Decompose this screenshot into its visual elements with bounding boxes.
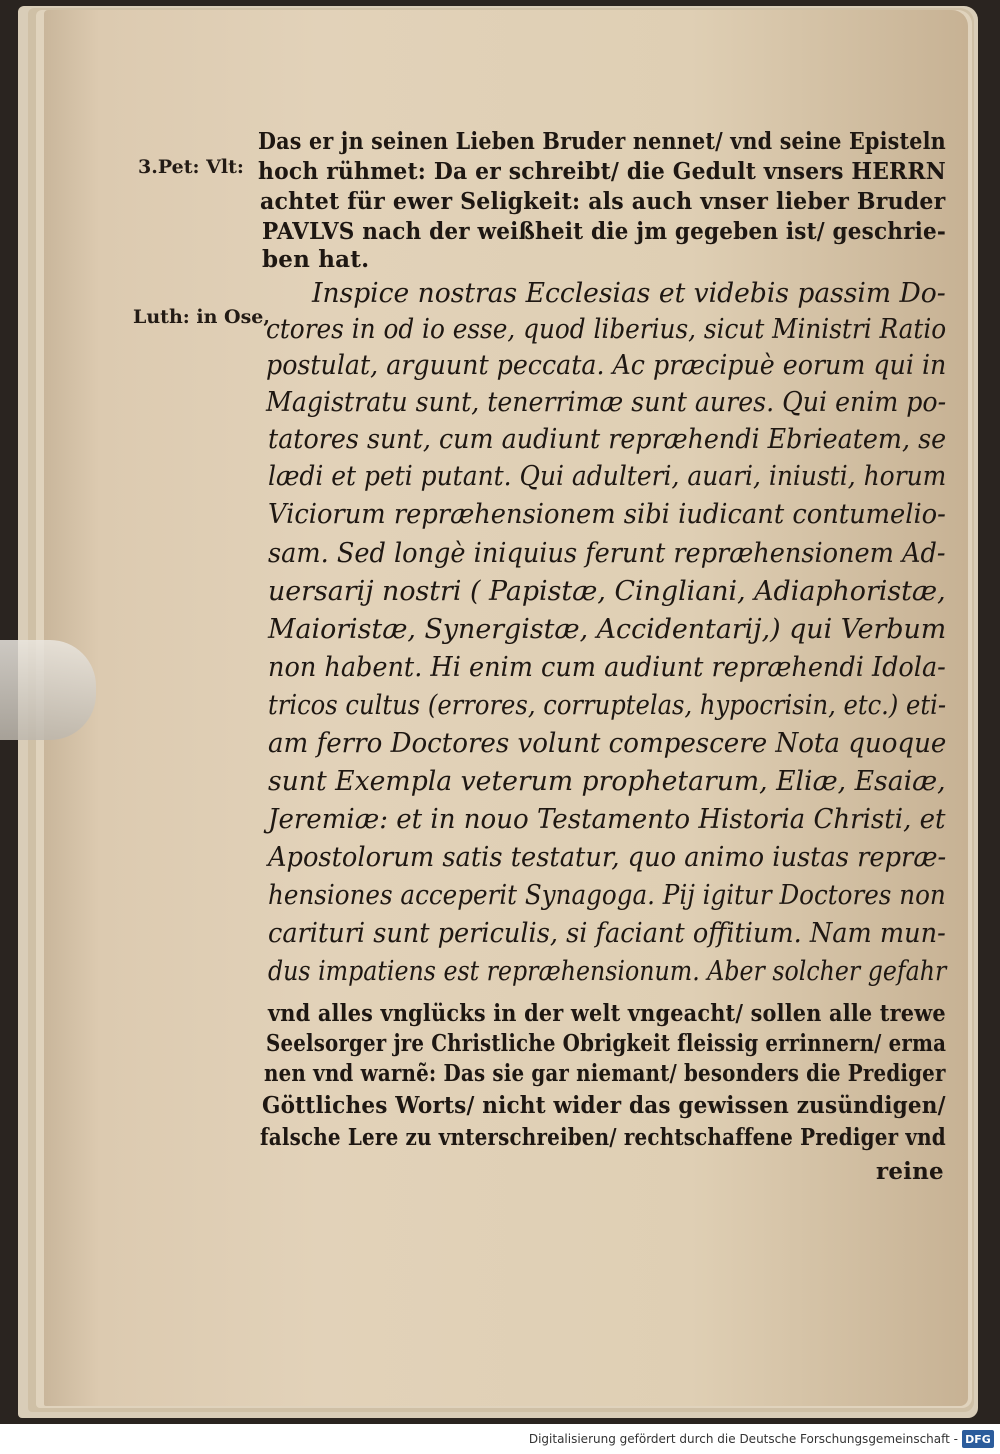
text-line: Jeremiæ: et in nouo Testamento Historia Christi, et (268, 804, 946, 835)
text-line: non habent. Hi enim cum audiunt repræhendi Idola- (268, 652, 946, 683)
text-line: Seelsorger jre Christliche Obrigkeit fleissig errinnern/ erma (266, 1030, 947, 1057)
text-line: am ferro Doctores volunt compescere Nota quoque (268, 728, 947, 759)
text-line: Apostolorum satis testatur, quo animo iustas repræ- (268, 842, 947, 873)
text-line: tatores sunt, cum audiunt repræhendi Ebrieatem, se (268, 424, 947, 455)
text-line: uersarij nostri ( Papistæ, Cingliani, Adiaphoristæ, (268, 576, 946, 607)
text-line: nen vnd warnẽ: Das sie gar niemant/ besonders die Prediger (264, 1060, 946, 1087)
text-line: Maioristæ, Synergistæ, Accidentarij,) qui Verbum (268, 614, 947, 645)
text-line: falsche Lere zu vnterschreiben/ rechtschaffene Prediger vnd (260, 1124, 946, 1151)
text-line: tricos cultus (errores, corruptelas, hypocrisin, etc.) eti- (268, 690, 947, 721)
text-line: sam. Sed longè iniquius ferunt repræhensionem Ad- (268, 538, 946, 569)
text-line: ben hat. (262, 246, 370, 273)
text-line: hensiones acceperit Synagoga. Pij igitur Doctores non (268, 880, 946, 911)
text-line: carituri sunt periculis, si faciant offitium. Nam mun- (268, 918, 946, 949)
text-line: ctores in od io esse, quod liberius, sicut Ministri Ratio (266, 314, 947, 345)
text-line: vnd alles vnglücks in der welt vngeacht/ sollen alle trewe (268, 1000, 946, 1027)
text-line: Inspice nostras Ecclesias et videbis passim Do- (312, 278, 946, 309)
margin-note: 3.Pet: Vlt: (138, 156, 244, 178)
text-line: postulat, arguunt peccata. Ac præcipuè eorum qui in (266, 350, 947, 381)
text-line: dus impatiens est repræhensionum. Aber solcher gefahr (268, 956, 947, 987)
text-line: Göttliches Worts/ nicht wider das gewissen zusündigen/ (262, 1092, 946, 1119)
footer-bar (0, 1424, 1000, 1454)
dfg-logo: DFG (962, 1430, 994, 1448)
footer-credit: Digitalisierung gefördert durch die Deutsche Forschungsgemeinschaft - (528, 1432, 958, 1446)
text-line: Das er jn seinen Lieben Bruder nennet/ vnd seine Episteln (258, 128, 946, 155)
margin-note: Luth: in Ose, (133, 306, 270, 328)
text-line: sunt Exempla veterum prophetarum, Eliæ, Esaiæ, (268, 766, 946, 797)
text-line: PAVLVS nach der weißheit die jm gegeben ist/ geschrie- (262, 218, 947, 245)
text-line: achtet für ewer Seligkeit: als auch vnser lieber Bruder (260, 188, 946, 215)
text-line: hoch rühmet: Da er schreibt/ die Gedult vnsers HERRN (258, 158, 946, 185)
catchword: reine (876, 1158, 944, 1185)
text-line: lædi et peti putant. Qui adulteri, auari, iniusti, horum (268, 461, 947, 492)
text-line: Viciorum repræhensionem sibi iudicant contumelio- (268, 499, 946, 530)
text-line: Magistratu sunt, tenerrimæ sunt aures. Qui enim po- (266, 387, 947, 418)
